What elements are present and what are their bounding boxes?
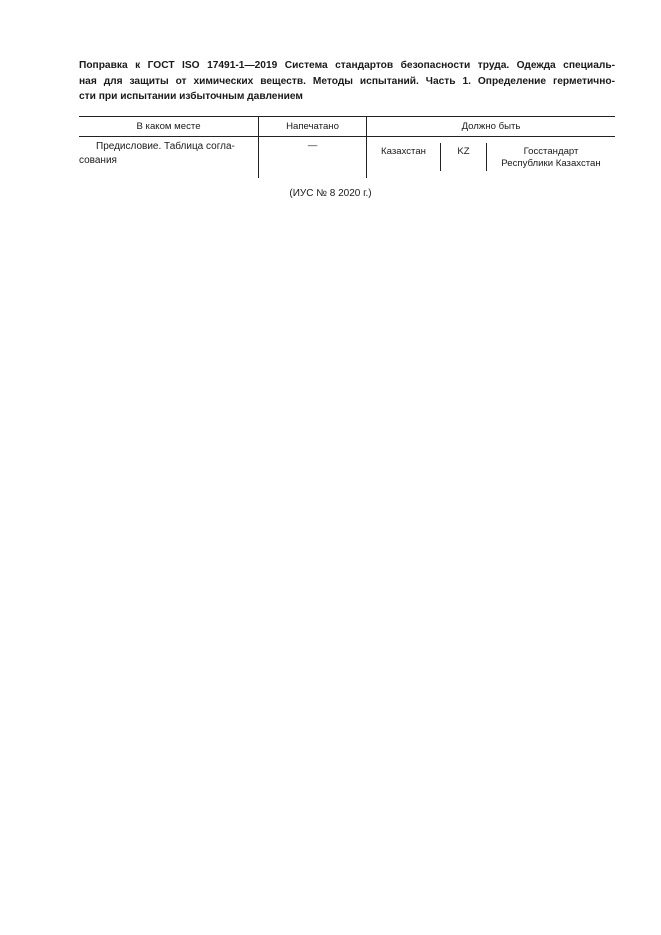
table-top-rule [79, 116, 615, 117]
footer-source: (ИУС № 8 2020 г.) [289, 188, 372, 199]
title-line-1: Поправка к ГОСТ ISO 17491-1—2019 Система стандартов безопасности труда. Одежда специаль- [79, 60, 615, 71]
cell-code: KZ [457, 146, 470, 157]
cell-country: Казахстан [381, 146, 426, 157]
cell-printed: — [307, 140, 318, 151]
cell-where-line-1: Предисловие. Таблица согла- [96, 141, 235, 152]
title-line-3: сти при испытании избыточным давлением [79, 91, 303, 102]
document-title [79, 58, 615, 105]
cell-where-line-2: сования [79, 155, 117, 166]
title-line-2: ная для защиты от химических веществ. Методы испытаний. Часть 1. Определение герметично- [79, 75, 615, 87]
cell-agency-line-2: Республики Казахстан [501, 158, 601, 169]
correction-table [79, 116, 615, 178]
header-where: В каком месте [136, 121, 201, 132]
cell-agency [487, 146, 615, 170]
table-header-rule [79, 136, 615, 137]
cell-where [79, 140, 256, 168]
header-should-be: Должно быть [461, 121, 521, 132]
header-printed: Напечатано [286, 121, 339, 132]
cell-agency-line-1: Госстандарт [523, 146, 579, 157]
